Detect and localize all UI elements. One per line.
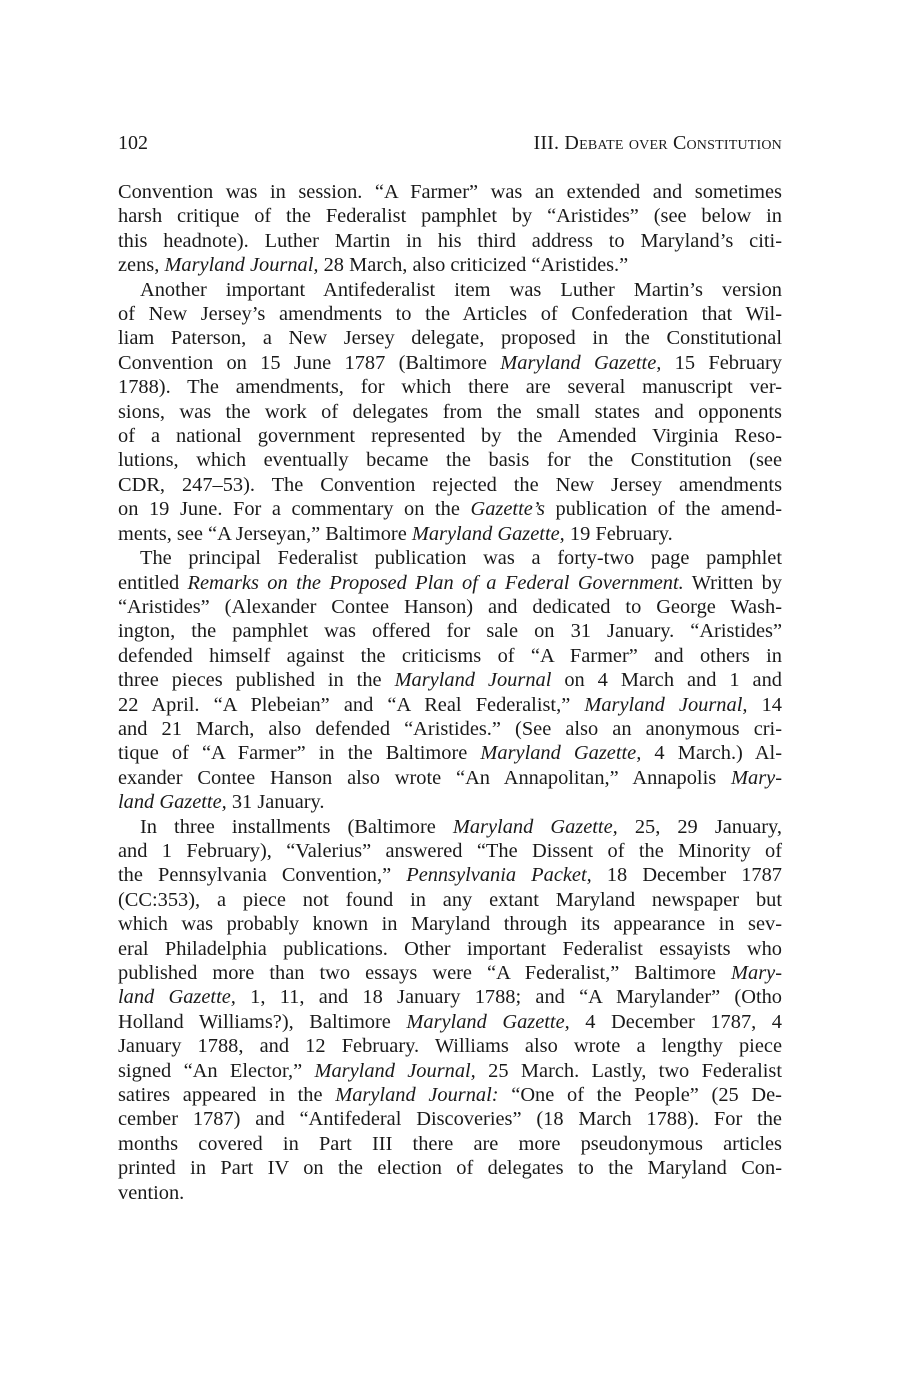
text-line: cember 1787) and “Antifederal Discoveries” (18 March 1788). For the [118,1108,782,1131]
text-line: zens, Maryland Journal, 28 March, also criticized “Aristides.” [118,254,629,277]
text-line: Convention was in session. “A Farmer” was an extended and sometimes [118,181,782,203]
text-line: which was probably known in Maryland through its appearance in sev- [118,913,782,936]
text-line: months covered in Part III there are more pseudonymous articles [118,1132,782,1155]
text-line: land Gazette, 31 January. [118,791,325,814]
text-line: CDR, 247–53). The Convention rejected the New Jersey amendments [118,473,782,496]
text-line: “Aristides” (Alexander Contee Hanson) and dedicated to George Wash- [118,595,782,618]
text-line: harsh critique of the Federalist pamphlet by “Aristides” (see below in [118,205,782,228]
text-line: this headnote). Luther Martin in his third address to Maryland’s citi- [118,229,782,252]
text-line: January 1788, and 12 February. Williams also wrote a lengthy piece [118,1035,782,1058]
text-line: of New Jersey’s amendments to the Articles of Confederation that Wil- [118,303,782,326]
text-line: exander Contee Hanson also wrote “An Annapolitan,” Annapolis Mary- [118,766,782,789]
body-text [118,180,782,1205]
text-line: 22 April. “A Plebeian” and “A Real Federalist,” Maryland Journal, 14 [118,693,782,716]
text-line: liam Paterson, a New Jersey delegate, proposed in the Constitutional [118,327,782,350]
text-line: printed in Part IV on the election of delegates to the Maryland Con- [118,1157,782,1180]
text-line: The principal Federalist publication was a forty-two page pamphlet [140,547,782,570]
text-line: on 19 June. For a commentary on the Gazette’s publication of the amend- [118,498,782,521]
text-line: the Pennsylvania Convention,” Pennsylvania Packet, 18 December 1787 [118,864,782,887]
running-head: III. Debate over Constitution [533,132,782,154]
text-line: three pieces published in the Maryland Journal on 4 March and 1 and [118,669,782,692]
text-line: entitled Remarks on the Proposed Plan of a Federal Government. Written by [118,571,782,594]
text-line: In three installments (Baltimore Maryland Gazette, 25, 29 January, [140,815,783,838]
text-line: ington, the pamphlet was offered for sale on 31 January. “Aristides” [118,620,782,643]
text-line: 1788). The amendments, for which there are several manuscript ver- [118,376,782,399]
text-line: Holland Williams?), Baltimore Maryland Gazette, 4 December 1787, 4 [118,1010,782,1033]
text-line: tique of “A Farmer” in the Baltimore Maryland Gazette, 4 March.) Al- [118,742,783,765]
text-line: Another important Antifederalist item was Luther Martin’s version [140,278,782,301]
text-line: ments, see “A Jerseyan,” Baltimore Maryland Gazette, 19 February. [118,522,673,545]
text-line: and 21 March, also defended “Aristides.” (See also an anonymous cri- [118,717,782,740]
text-line: defended himself against the criticisms of “A Farmer” and others in [118,644,782,667]
paragraph [118,815,782,1206]
text-line: vention. [118,1181,185,1204]
text-line: of a national government represented by the Amended Virginia Reso- [118,425,782,448]
paragraph [118,546,782,814]
text-line: land Gazette, 1, 11, and 18 January 1788; and “A Marylander” (Otho [118,986,782,1009]
text-line: published more than two essays were “A Federalist,” Baltimore Mary- [118,962,782,984]
page-header [118,128,782,158]
text-line: sions, was the work of delegates from the small states and opponents [118,400,782,423]
text-line: satires appeared in the Maryland Journal: “One of the People” (25 De- [118,1084,782,1107]
page-number: 102 [118,132,148,154]
text-line: signed “An Elector,” Maryland Journal, 25 March. Lastly, two Federalist [118,1059,782,1082]
paragraph [118,180,782,278]
text-line: eral Philadelphia publications. Other important Federalist essayists who [118,937,782,960]
text-line: and 1 February), “Valerius” answered “The Dissent of the Minority of [118,839,782,862]
paragraph [118,278,782,546]
text-line: (CC:353), a piece not found in any extant Maryland newspaper but [118,888,782,911]
text-line: lutions, which eventually became the basis for the Constitution (see [118,449,782,472]
text-line: Convention on 15 June 1787 (Baltimore Maryland Gazette, 15 February [118,351,782,374]
